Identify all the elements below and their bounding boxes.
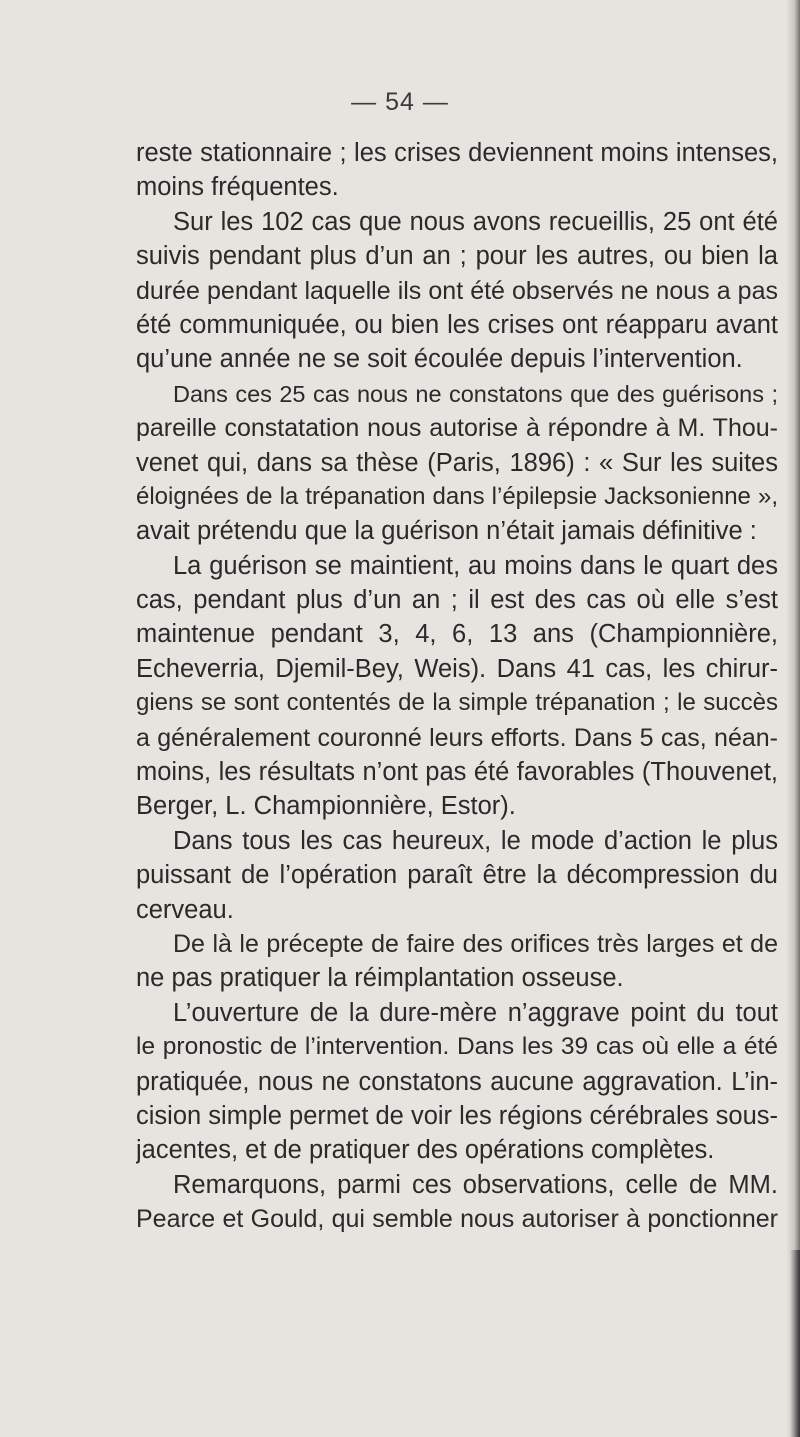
text-line: Dans tous les cas heureux, le mode d’action le plus <box>173 826 778 855</box>
text-line: De là le précepte de faire des orifices très larges et de <box>173 929 778 958</box>
text-line: éloignées de la trépanation dans l’épilepsie Jacksonienne », <box>136 482 778 510</box>
text-line: Pearce et Gould, qui semble nous autoriser à ponctionner <box>136 1205 778 1234</box>
text-line: La guérison se maintient, au moins dans le quart des <box>173 551 778 580</box>
text-line: cision simple permet de voir les régions cérébrales sous- <box>136 1101 778 1130</box>
text-line: avait prétendu que la guérison n’était jamais définitive : <box>136 517 757 546</box>
text-line: durée pendant laquelle ils ont été observés ne nous a pas <box>136 276 778 305</box>
text-line: Echeverria, Djemil-Bey, Weis). Dans 41 cas, les chirur- <box>136 654 778 683</box>
page-number: — 54 — <box>351 88 449 116</box>
text-line: cerveau. <box>136 895 234 924</box>
text-line: reste stationnaire ; les crises deviennent moins intenses, <box>136 139 778 167</box>
text-line: été communiquée, ou bien les crises ont réapparu avant <box>136 310 778 339</box>
text-line: le pronostic de l’intervention. Dans les 39 cas où elle a été <box>136 1033 778 1061</box>
text-line: qu’une année ne se soit écoulée depuis l’intervention. <box>136 345 743 374</box>
text-line: suivis pendant plus d’un an ; pour les autres, ou bien la <box>136 242 778 271</box>
text-line: puissant de l’opération paraît être la décompression du <box>136 861 778 890</box>
text-line: Berger, L. Championnière, Estor). <box>136 792 516 821</box>
text-line: venet qui, dans sa thèse (Paris, 1896) : « Sur les suites <box>136 448 778 477</box>
text-line: jacentes, et de pratiquer des opérations complètes. <box>136 1136 715 1165</box>
text-line: cas, pendant plus d’un an ; il est des cas où elle s’est <box>136 586 778 615</box>
text-line: giens se sont contentés de la simple trépanation ; le succès <box>136 689 778 717</box>
page-edge-shadow-lower <box>790 1250 800 1437</box>
text-line: Remarquons, parmi ces observations, celle de MM. <box>173 1170 778 1199</box>
page-edge-shadow <box>786 0 800 1437</box>
text-line: Dans ces 25 cas nous ne constatons que des guérisons ; <box>173 380 778 407</box>
text-line: maintenue pendant 3, 4, 6, 13 ans (Championnière, <box>136 620 778 649</box>
text-line: moins fréquentes. <box>136 173 339 202</box>
text-line: Sur les 102 cas que nous avons recueillis, 25 ont été <box>173 207 778 236</box>
text-line: ne pas pratiquer la réimplantation osseuse. <box>136 964 624 993</box>
text-line: pratiquée, nous ne constatons aucune aggravation. L’in- <box>136 1067 778 1096</box>
text-line: a généralement couronné leurs efforts. Dans 5 cas, néan- <box>136 723 778 752</box>
body-text <box>136 136 778 1237</box>
text-line: L’ouverture de la dure-mère n’aggrave point du tout <box>173 998 778 1027</box>
text-line: pareille constatation nous autorise à répondre à M. Thou- <box>136 414 778 443</box>
text-line: moins, les résultats n’ont pas été favorables (Thouvenet, <box>136 758 778 787</box>
